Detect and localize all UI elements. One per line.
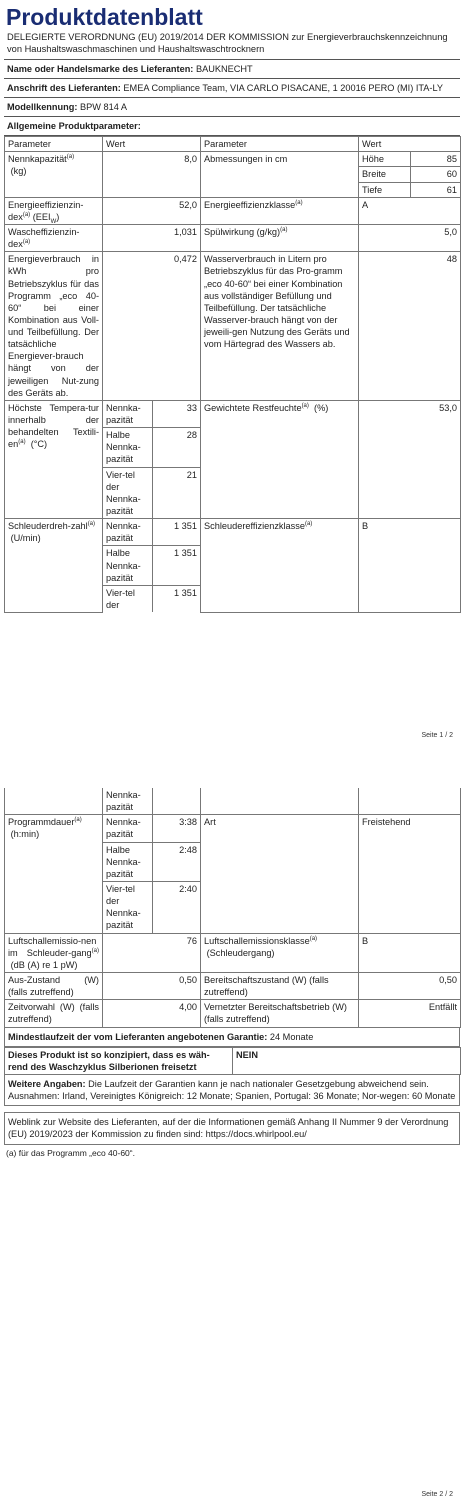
dimensions-label: Abmessungen in cm: [201, 152, 359, 197]
water-consumption-label: Wasserverbrauch in Litern pro Betriebszyklus für das Pro-gramm „eco 40-60“ bei einer Kombination aus vollständiger Befüllung und Teilbefüllung. Der tatsächliche Wasserver-brauch hängt von der jeweili-gen Nutzung des Geräts und vom Härtegrad des Wassers ab.: [201, 252, 359, 401]
further-info-label: Weitere Angaben:: [8, 1078, 86, 1089]
supplier-address-row: [4, 79, 460, 98]
table-row: [5, 224, 461, 251]
product-parameters-table-continued: [4, 788, 461, 1028]
networked-standby-value: Entfällt: [359, 1000, 461, 1027]
guarantee-row: [4, 1028, 460, 1047]
duration-full-label: Nennka-pazität: [103, 815, 153, 842]
model-label: Modellkennung:: [7, 101, 78, 112]
eei-label: Energieeffizienzin-dex$^{(a)}$ $(EEI_W)$: [5, 197, 103, 224]
energy-consumption-label: Energieverbrauch in kWh pro Betriebszyklus für das Programm „eco 40-60“ bei einer Kombination aus Voll- und Teilbefüllung. Der tatsächliche Energiever-brauch hängt von der jeweiligen Nut-zung des Geräts ab.: [5, 252, 103, 401]
table-row: [5, 815, 461, 842]
standby-label: Bereitschaftszustand (W) (falls zutreffend): [201, 972, 359, 999]
guarantee-value: 24 Monate: [269, 1031, 314, 1042]
supplier-name-label: Name oder Handelsmarke des Lieferanten:: [7, 63, 194, 74]
delay-start-label: Zeitvorwahl (W) (falls zutreffend): [5, 1000, 103, 1027]
noise-class-label: Luftschallemissionsklasse$^{(a)}$ (Schleudergang): [201, 933, 359, 972]
moisture-value: 53,0: [359, 400, 461, 518]
type-value: Freistehend: [359, 815, 461, 933]
guarantee-label: Mindestlaufzeit der vom Lieferanten angebotenen Garantie:: [8, 1031, 268, 1042]
table-row: [5, 972, 461, 999]
table-row: [5, 788, 461, 815]
temp-half-value: 28: [153, 428, 201, 467]
document-title: Produktdatenblatt: [6, 4, 203, 30]
regulation-text: DELEGIERTE VERORDNUNG (EU) 2019/2014 DER KOMMISSION zur Energieverbrauchskennzeichnung von Haushaltswaschmaschinen und Haushaltswaschtrocknern: [4, 30, 460, 60]
spin-half-value: 1 351: [153, 546, 201, 585]
silver-ions-table: [4, 1047, 461, 1075]
general-params-heading: Allgemeine Produktparameter:: [4, 117, 460, 136]
temp-half-label: Halbe Nennka-pazität: [103, 428, 153, 467]
weblink-box: [4, 1112, 460, 1144]
supplier-address-value: EMEA Compliance Team, VIA CARLO PISACANE, 1 20016 PERO (MI) ITA-LY: [123, 82, 444, 93]
duration-quarter-label: Vier-tel der Nennka-pazität: [103, 881, 153, 933]
off-mode-value: 0,50: [103, 972, 201, 999]
further-info: [4, 1075, 460, 1106]
table-row: [5, 519, 461, 546]
temp-quarter-value: 21: [153, 467, 201, 519]
table-row: [5, 197, 461, 224]
depth-value: 61: [411, 182, 461, 197]
spin-speed-label: Schleuderdreh-zahl$^{(a)}$ (U/min): [5, 519, 103, 612]
supplier-name-value: BAUKNECHT: [195, 63, 253, 74]
duration-quarter-value: 2:40: [153, 881, 201, 933]
capacity-value: 8,0: [103, 152, 201, 197]
table-row: [5, 933, 461, 972]
temp-full-label: Nennka-pazität: [103, 400, 153, 427]
width-value: 60: [411, 167, 461, 182]
networked-standby-label: Vernetzter Bereitschaftsbetrieb (W) (falls zutreffend): [201, 1000, 359, 1027]
off-mode-label: Aus-Zustand (W) (falls zutreffend): [5, 972, 103, 999]
product-parameters-table: [4, 136, 461, 613]
model-value: BPW 814 A: [80, 101, 127, 112]
spin-class-value: B: [359, 519, 461, 612]
supplier-address-label: Anschrift des Lieferanten:: [7, 82, 121, 93]
eei-value: 52,0: [103, 197, 201, 224]
water-consumption-value: 48: [359, 252, 461, 401]
temp-full-value: 33: [153, 400, 201, 427]
table-row: [5, 252, 461, 401]
datasheet-page-1: [4, 4, 460, 613]
rinse-label: Spülwirkung $(g/kg)^{(a)}$: [201, 224, 359, 251]
capacity-label: Nennkapazität$^{(a)}$ (kg): [5, 152, 103, 197]
duration-label: Programmdauer$^{(a)}$ (h:min): [5, 815, 103, 933]
silver-ions-value: NEIN: [233, 1047, 461, 1074]
wash-efficiency-value: 1,031: [103, 224, 201, 251]
table-row: [5, 400, 461, 427]
type-label: Art: [201, 815, 359, 933]
duration-half-value: 2:48: [153, 842, 201, 881]
table-row: [5, 152, 461, 167]
table-row: [5, 1047, 461, 1074]
further-info-text: Die Laufzeit der Garantien kann je nach nationaler Gesetzgebung abweichend sein. Ausnahmen: Irland, Vereinigtes Königreich: 12 Monate; Spanien, Portugal: 36 Monate; Nor-wegen: 60 Monate: [8, 1078, 456, 1102]
header-value: Wert: [103, 137, 201, 152]
spin-full-label: Nennka-pazität: [103, 519, 153, 546]
table-header-row: [5, 137, 461, 152]
page-number-2: Seite 2 / 2: [421, 1491, 453, 1498]
standby-value: 0,50: [359, 972, 461, 999]
header-parameter: Parameter: [5, 137, 103, 152]
energy-class-value: A: [359, 197, 461, 224]
duration-full-value: 3:38: [153, 815, 201, 842]
energy-class-label: Energieeffizienzklasse$^{(a)}$: [201, 197, 359, 224]
spin-class-label: Schleudereffizienzklasse$^{(a)}$: [201, 519, 359, 612]
model-row: [4, 98, 460, 117]
wash-efficiency-label: Wascheffizienzin-dex$^{(a)}$: [5, 224, 103, 251]
weblink-url[interactable]: https://docs.whirlpool.eu/: [205, 1129, 307, 1140]
delay-start-value: 4,00: [103, 1000, 201, 1027]
footnote: (a) für das Programm „eco 40-60“.: [6, 1147, 135, 1158]
page-number-1: Seite 1 / 2: [421, 732, 453, 739]
duration-half-label: Halbe Nennka-pazität: [103, 842, 153, 881]
rinse-value: 5,0: [359, 224, 461, 251]
noise-label: Luftschallemissio-nen im Schleuder-gang$^{(a)}$ (dB (A) re 1 pW): [5, 933, 103, 972]
weblink-text: Weblink zur Website des Lieferanten, auf der die Informationen gemäß Anhang II Nummer 9 der Verordnung (EU) 2019/2023 der Kommission zu finden sind:: [8, 1117, 449, 1140]
datasheet-page-2: [4, 788, 460, 1162]
noise-value: 76: [103, 933, 201, 972]
height-value: 85: [411, 152, 461, 167]
silver-ions-label: Dieses Produkt ist so konzipiert, dass es wäh-rend des Waschzyklus Silberionen freisetzt: [5, 1047, 233, 1074]
moisture-label: Gewichtete Restfeuchte$^{(a)}$ (%): [201, 400, 359, 518]
spin-half-label: Halbe Nennka-pazität: [103, 546, 153, 585]
spin-quarter-label-cont: Nennka-pazität: [103, 788, 153, 815]
temp-quarter-label: Vier-tel der Nennka-pazität: [103, 467, 153, 519]
depth-label: Tiefe: [359, 182, 411, 197]
header-parameter-2: Parameter: [201, 137, 359, 152]
energy-consumption-value: 0,472: [103, 252, 201, 401]
temperature-label: Höchste Tempera-tur innerhalb der behandelten Textili-$en^{(a)}$ (°C): [5, 400, 103, 518]
spin-full-value: 1 351: [153, 519, 201, 546]
noise-class-value: B: [359, 933, 461, 972]
height-label: Höhe: [359, 152, 411, 167]
supplier-name-row: [4, 60, 460, 79]
spin-quarter-label: Vier-tel der: [103, 585, 153, 612]
width-label: Breite: [359, 167, 411, 182]
spin-quarter-value: 1 351: [153, 585, 201, 612]
header-value-2: Wert: [359, 137, 461, 152]
table-row: [5, 1000, 461, 1027]
page-2: [0, 750, 461, 1500]
